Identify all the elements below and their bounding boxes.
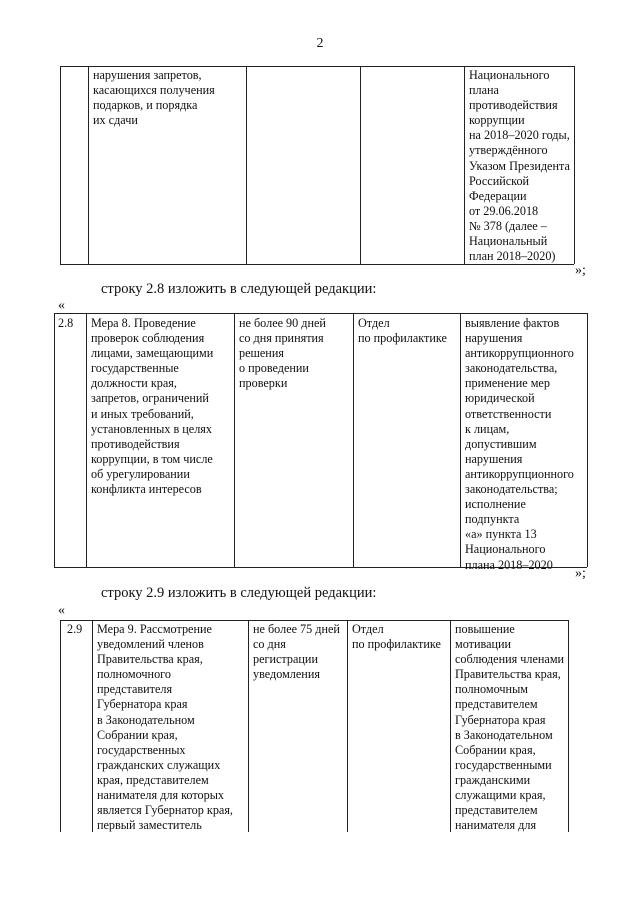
table-border (54, 313, 587, 314)
table-cell-deadline: не более 75 дней со дня регистрации уведомления (253, 622, 340, 682)
table-cell-result: Национального плана противодействия коррупции на 2018–2020 годы, утверждённого Указом Президента Российской Федерации от 29.06.2018 № 378 (далее – Национальный план 2018–2020) (469, 68, 570, 264)
opening-quote: « (58, 298, 65, 313)
instruction-paragraph-2-9: строку 2.9 изложить в следующей редакции: (101, 585, 377, 601)
opening-quote: « (58, 603, 65, 618)
table-border (353, 313, 354, 567)
table-cell-measure: Мера 8. Проведение проверок соблюдения лицами, замещающими государственные должности края, запретов, ограничений и иных требований, установленных в целях противодействия коррупции, в том числе об урегулировании конфликта интересов (91, 316, 214, 497)
table-cell-responsible: Отдел по профилактике (358, 316, 447, 346)
table-cell-measure: Мера 9. Рассмотрение уведомлений членов Правительства края, полномочного представителя Губернатора края в Законодательном Собрании края, государственных гражданских служащих края, представителем нанимателя для которых является Губернатор края, первый заместитель (97, 622, 233, 833)
table-border (54, 313, 55, 567)
closing-quote: »; (575, 566, 586, 581)
page-number: 2 (316, 36, 324, 51)
instruction-paragraph-2-8: строку 2.8 изложить в следующей редакции: (101, 281, 377, 297)
table-border (460, 313, 461, 567)
table-cell-deadline: не более 90 дней со дня принятия решения о проведении проверки (239, 316, 326, 391)
table-border (568, 620, 569, 832)
table-cell-result: повышение мотивации соблюдения членами Правительства края, полномочным представителем Губернатора края в Законодательном Собрании края, государственными гражданскими служащими края, представителем нанимателя для (455, 622, 565, 833)
table-border (347, 620, 348, 832)
table-border (60, 620, 568, 621)
row-number: 2.8 (58, 316, 74, 330)
table-border (248, 620, 249, 832)
table-border (60, 66, 61, 264)
table-cell-responsible: Отдел по профилактике (352, 622, 441, 652)
table-border (246, 66, 247, 264)
table-border (88, 66, 89, 264)
table-border (587, 313, 588, 567)
table-border (360, 66, 361, 264)
row-number: 2.9 (67, 622, 83, 636)
table-border (234, 313, 235, 567)
table-border (464, 66, 465, 264)
table-border (60, 66, 574, 67)
table-cell-result: выявление фактов нарушения антикоррупционного законодательства, применение мер юридической ответственности к лицам, допустившим нарушения антикоррупционного законодательства; исполнение подпункта «а» пункта 13 Национального плана 2018–2020 (465, 316, 574, 572)
table-border (60, 620, 61, 832)
table-border (574, 66, 575, 264)
table-border (92, 620, 93, 832)
table-border (86, 313, 87, 567)
closing-quote: »; (575, 263, 586, 278)
table-cell-measure: нарушения запретов, касающихся получения подарков, и порядка их сдачи (93, 68, 215, 128)
table-border (450, 620, 451, 832)
